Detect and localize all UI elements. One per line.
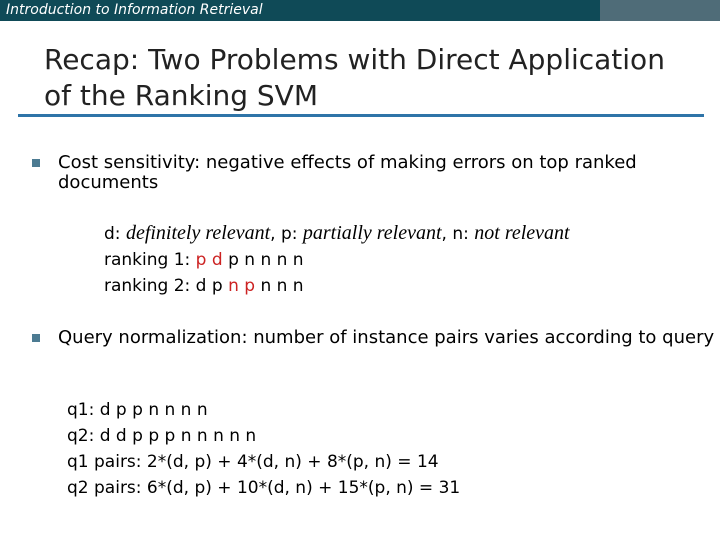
- ranking-1: ranking 1: p d p n n n n: [104, 250, 304, 270]
- square-bullet-icon: [32, 334, 40, 342]
- course-title: Introduction to Information Retrieval: [6, 2, 263, 18]
- header-accent-block: [600, 0, 720, 21]
- query-2-pairs: q2 pairs: 6*(d, p) + 10*(d, n) + 15*(p, n) = 31: [67, 478, 461, 498]
- ranking-1-highlight: p d: [195, 250, 223, 270]
- title-underline: [18, 114, 704, 117]
- bullet-text: Query normalization: number of instance pairs varies according to query: [58, 327, 715, 348]
- query-2-ranking: q2: d d p p p n n n n n: [67, 426, 257, 446]
- query-1-pairs: q1 pairs: 2*(d, p) + 4*(d, n) + 8*(p, n) = 14: [67, 452, 439, 472]
- bullet-text: Cost sensitivity: negative effects of making errors on top ranked documents: [58, 152, 637, 193]
- relevance-legend: d: definitely relevant, p: partially relevant, n: not relevant: [104, 222, 570, 244]
- ranking-2-highlight: n p: [228, 276, 256, 296]
- slide-title: Recap: Two Problems with Direct Application of the Ranking SVM: [44, 43, 665, 112]
- ranking-2: ranking 2: d p n p n n n: [104, 276, 304, 296]
- query-1-ranking: q1: d p p n n n n: [67, 400, 208, 420]
- square-bullet-icon: [32, 159, 40, 167]
